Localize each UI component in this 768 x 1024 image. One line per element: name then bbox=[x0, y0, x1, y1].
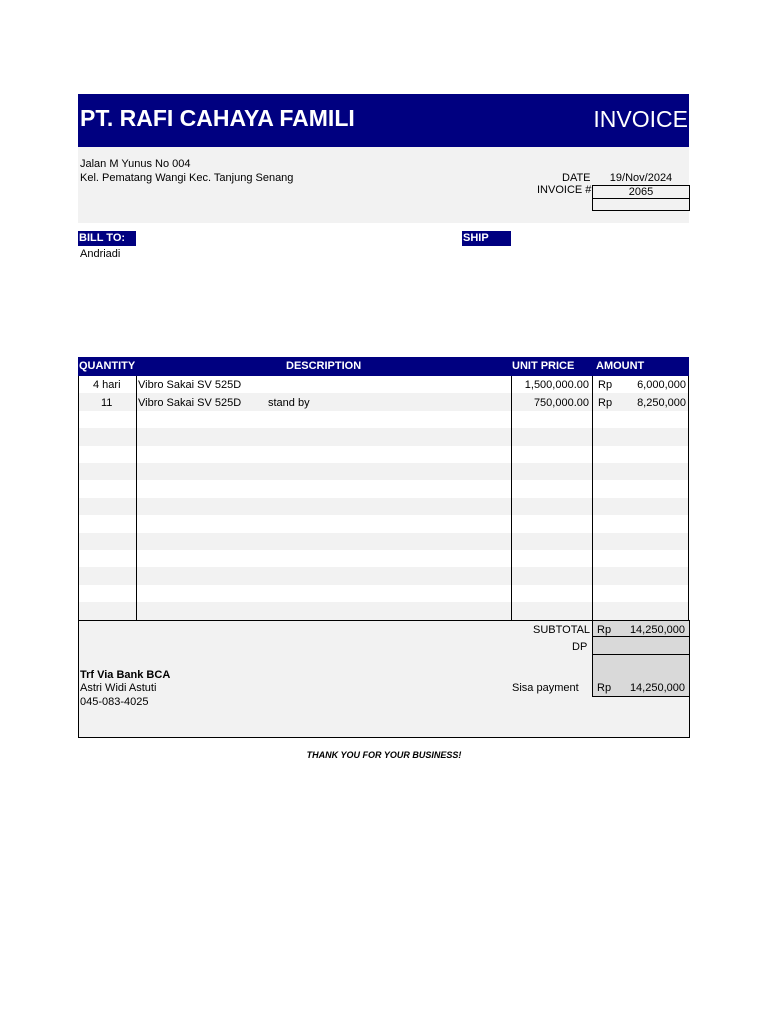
row-1-description: Vibro Sakai SV 525D bbox=[138, 379, 242, 391]
row-2-amount: 8,250,000 bbox=[637, 397, 686, 409]
table-row bbox=[79, 533, 688, 550]
header-quantity: QUANTITY bbox=[79, 360, 136, 372]
address-line-1: Jalan M Yunus No 004 bbox=[80, 158, 191, 170]
bill-to-name: Andriadi bbox=[80, 248, 121, 260]
company-name: PT. RAFI CAHAYA FAMILI bbox=[80, 105, 355, 131]
payment-account-name: Astri Widi Astuti bbox=[80, 682, 157, 694]
ship-to-label: SHIP TO▯ bbox=[462, 231, 511, 246]
subtotal-value: 14,250,000 bbox=[629, 624, 685, 636]
sisa-payment-currency: Rp bbox=[597, 682, 612, 694]
table-row bbox=[79, 463, 688, 480]
row-2-note: stand by bbox=[268, 397, 310, 409]
header-amount: AMOUNT bbox=[596, 360, 645, 372]
date-value: 19/Nov/2024 bbox=[609, 172, 673, 184]
table-row bbox=[79, 550, 688, 567]
invoice-number-label: INVOICE # bbox=[537, 184, 592, 196]
column-divider bbox=[511, 376, 512, 620]
row-1-amount: 6,000,000 bbox=[637, 379, 686, 391]
table-row bbox=[79, 428, 688, 445]
row-2-description: Vibro Sakai SV 525D bbox=[138, 397, 242, 409]
row-1-currency: Rp bbox=[598, 379, 613, 391]
invoice-title: INVOICE bbox=[593, 106, 688, 132]
bill-to-label: BILL TO: bbox=[78, 231, 136, 246]
invoice-number-field[interactable]: 2065 bbox=[592, 185, 690, 199]
header-description: DESCRIPTION bbox=[286, 360, 362, 372]
row-2-quantity: 11 bbox=[101, 397, 113, 409]
subtotal-label: SUBTOTAL bbox=[533, 624, 591, 636]
thank-you-note: THANK YOU FOR YOUR BUSINESS! bbox=[306, 750, 462, 760]
table-row bbox=[79, 498, 688, 515]
sisa-payment-value: 14,250,000 bbox=[629, 682, 685, 694]
payment-account-number: 045-083-4025 bbox=[80, 696, 149, 708]
column-divider bbox=[592, 376, 593, 620]
table-row bbox=[79, 585, 688, 602]
row-1-quantity: 4 hari bbox=[93, 379, 121, 391]
invoice-extra-field[interactable] bbox=[592, 198, 690, 211]
items-table bbox=[78, 376, 689, 620]
table-row bbox=[79, 602, 688, 619]
row-2-currency: Rp bbox=[598, 397, 613, 409]
table-header bbox=[78, 357, 689, 376]
payment-bank-title: Trf Via Bank BCA bbox=[80, 669, 171, 681]
table-row bbox=[79, 567, 688, 584]
header-unit-price: UNIT PRICE bbox=[512, 360, 575, 372]
row-2-unit-price: 750,000.00 bbox=[533, 397, 589, 409]
table-row bbox=[79, 446, 688, 463]
column-divider bbox=[136, 376, 137, 620]
table-row bbox=[79, 411, 688, 428]
table-row bbox=[79, 480, 688, 497]
subtotal-currency: Rp bbox=[597, 624, 612, 636]
dp-box[interactable] bbox=[592, 637, 690, 655]
sisa-payment-label: Sisa payment bbox=[512, 682, 579, 694]
date-label: DATE bbox=[562, 172, 591, 184]
dp-label: DP bbox=[572, 641, 588, 653]
address-line-2: Kel. Pematang Wangi Kec. Tanjung Senang bbox=[80, 172, 294, 184]
table-row bbox=[79, 515, 688, 532]
row-1-unit-price: 1,500,000.00 bbox=[524, 379, 589, 391]
